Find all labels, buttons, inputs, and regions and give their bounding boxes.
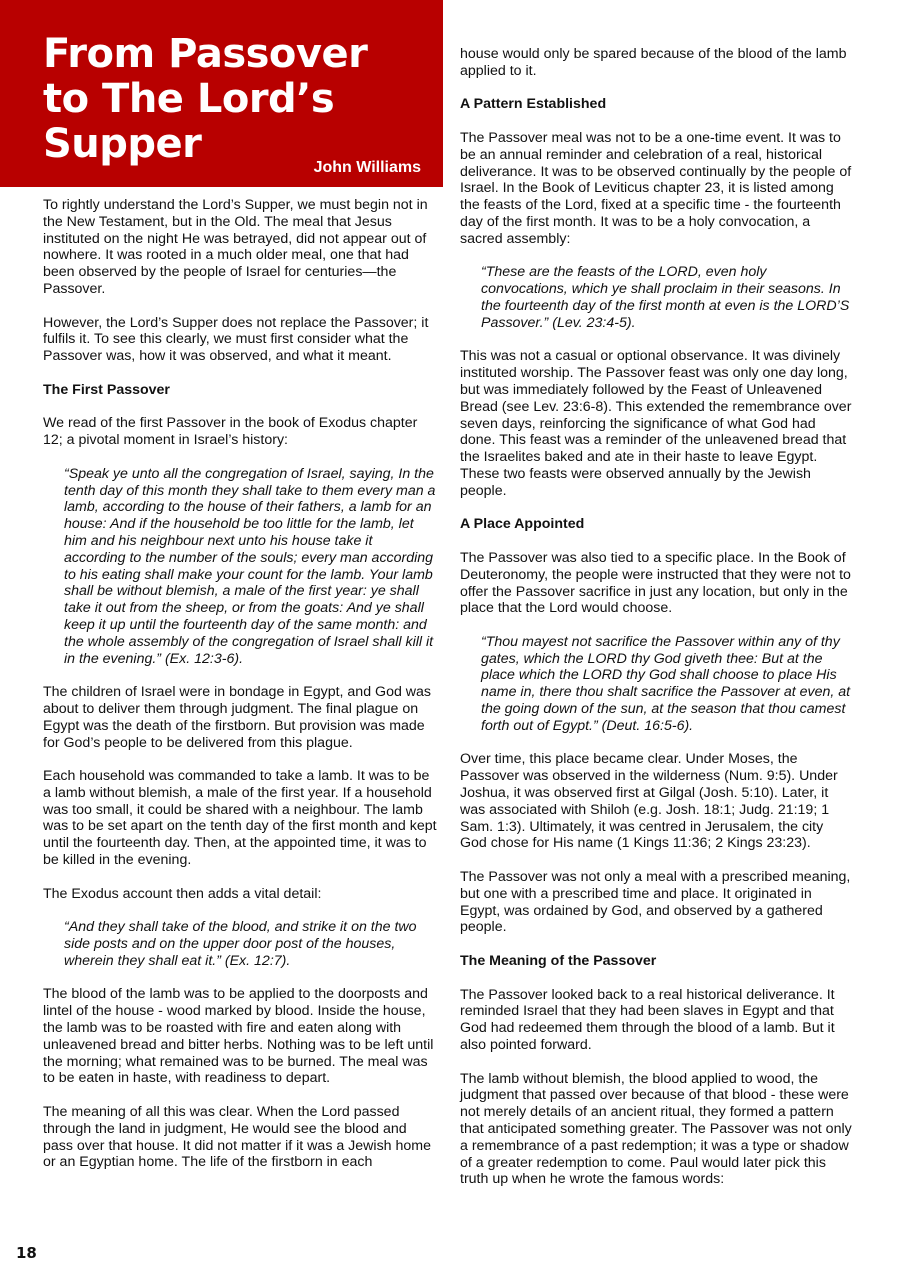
paragraph: Over time, this place became clear. Under Moses, the Passover was observed in the wilderness (Num. 9:5). Under Joshua, it was observed first at Gilgal (Josh. 5:10). Later, it was associated with Shiloh (e.g. Josh. 18:1; Judg. 21:19; 1 Sam. 1:3). Ultimately, it was centred in Jerusalem, the city God chose for His name (1 Kings 11:36; 2 Kings 23:23). — [460, 751, 838, 852]
scripture-quote: “These are the feasts of the LORD, even holy convocations, which ye shall proclaim in their seasons. In the fourteenth day of the first month at even is the LORD’S Passover.” (Lev. 23:4-5). — [481, 264, 850, 331]
paragraph: This was not a casual or optional observance. It was divinely instituted worship. The Passover feast was only one day long, but was immediately followed by the Feast of Unleavened Bread (see Lev. 23:6-8). This extended the remembrance over seven days, reinforcing the significance of what God had done. This feast was a reminder of the unleavened bread that the Israelites baked and ate in their haste to leave Egypt. These two feasts were observed annually by the Jewish people. — [460, 348, 852, 499]
title-line: From Passover — [43, 31, 368, 77]
author-name: John Williams — [313, 159, 421, 176]
scripture-quote: “And they shall take of the blood, and strike it on the two side posts and on the upper door post of the houses, wherein they shall eat it.” (Ex. 12:7). — [64, 919, 417, 969]
page-number: 18 — [16, 1244, 37, 1262]
paragraph: The Exodus account then adds a vital detail: — [43, 885, 322, 902]
paragraph: The children of Israel were in bondage in Egypt, and God was about to deliver them through judgment. The final plague on Egypt was the death of the firstborn. But provision was made for God’s people to be delivered from this plague. — [43, 684, 432, 751]
paragraph: The Passover was also tied to a specific place. In the Book of Deuteronomy, the people were instructed that they were not to offer the Passover sacrifice in just any location, but only in the place that the Lord would choose. — [460, 549, 851, 617]
title-banner — [0, 0, 443, 187]
section-heading: The First Passover — [43, 381, 170, 398]
section-heading: A Pattern Established — [460, 96, 607, 113]
scripture-quote: “Speak ye unto all the congregation of Israel, saying, In the tenth day of this month they shall take to them every man a lamb, according to the house of their fathers, a lamb for an house: And if the household be too little for the lamb, let him and his neighbour next unto his house take it according to the number of the souls; every man according to his eating shall make your count for the lamb. Your lamb shall be without blemish, a male of the first year: ye shall take it out from the sheep, or from the goats: And ye shall keep it up until the fourteenth day of the same month: and the whole assembly of the congregation of Israel shall kill it in the evening.” (Ex. 12:3-6). — [64, 465, 436, 667]
paragraph: The blood of the lamb was to be applied to the doorposts and lintel of the house - wood marked by blood. Inside the house, the lamb was to be roasted with fire and eaten along with unleavened bread and bitter herbs. Nothing was to be left until the morning; what remained was to be burned. The meal was to be eaten in haste, with readiness to depart. — [43, 986, 434, 1087]
paragraph: We read of the first Passover in the book of Exodus chapter 12; a pivotal moment in Israel’s history: — [43, 415, 418, 449]
column-right — [460, 46, 853, 1205]
paragraph: The Passover was not only a meal with a prescribed meaning, but one with a prescribed time and place. It originated in Egypt, was ordained by God, and observed by a gathered people. — [460, 869, 851, 936]
column-left — [43, 197, 437, 1188]
paragraph: The meaning of all this was clear. When the Lord passed through the land in judgment, He would see the blood and pass over that house. It did not matter if it was a Jewish home or an Egyptian home. The life of the firstborn in each — [43, 1104, 431, 1171]
section-heading: A Place Appointed — [460, 516, 585, 533]
paragraph: The Passover meal was not to be a one-time event. It was to be an annual reminder and celebration of a real, historical deliverance. It was to be observed continually by the people of Israel. In the Book of Leviticus chapter 23, it is listed among the feasts of the Lord, fixed at a specific time - the fourteenth day of the first month. It was to be a holy convocation, a sacred assembly: — [460, 129, 852, 247]
paragraph: Each household was commanded to take a lamb. It was to be a lamb without blemish, a male of the first year. If a household was too small, it could be shared with a neighbour. The lamb was to be set apart on the tenth day of the first month and kept until the fourteenth day. Then, at the appointed time, it was to be killed in the evening. — [43, 768, 437, 869]
paragraph: To rightly understand the Lord’s Supper, we must begin not in the New Testament, but in the Old. The meal that Jesus instituted on the night He was betrayed, did not appear out of nowhere. It was rooted in a much older meal, one that had been observed by the people of Israel for centuries—the Passover. — [43, 197, 428, 297]
article-title — [43, 32, 367, 167]
section-heading: The Meaning of the Passover — [460, 953, 657, 970]
paragraph: house would only be spared because of the blood of the lamb applied to it. — [460, 46, 847, 79]
scripture-quote: “Thou mayest not sacrifice the Passover within any of thy gates, which the LORD thy God giveth thee: But at the place which the LORD thy God shall choose to place His name in, there thou shalt sacrifice the Passover at even, at the going down of the sun, at the season that thou camest forth out of Egypt.” (Deut. 16:5-6). — [481, 633, 851, 734]
title-line: Supper — [43, 121, 202, 167]
paragraph: However, the Lord’s Supper does not replace the Passover; it fulfils it. To see this clearly, we must first consider what the Passover was, how it was observed, and what it meant. — [43, 314, 429, 365]
paragraph: The lamb without blemish, the blood applied to wood, the judgment that passed over because of that blood - these were not merely details of an ancient ritual, they formed a pattern that anticipated something greater. The Passover was not only a remembrance of a past redemption; it was a type or shadow of a greater redemption to come. Paul would later pick this truth up when he wrote the famous words: — [460, 1070, 852, 1188]
paragraph: The Passover looked back to a real historical deliverance. It reminded Israel that they had been slaves in Egypt and that God had redeemed them through the blood of a lamb. But it also pointed forward. — [460, 986, 835, 1054]
title-line: to The Lord’s — [43, 76, 335, 122]
